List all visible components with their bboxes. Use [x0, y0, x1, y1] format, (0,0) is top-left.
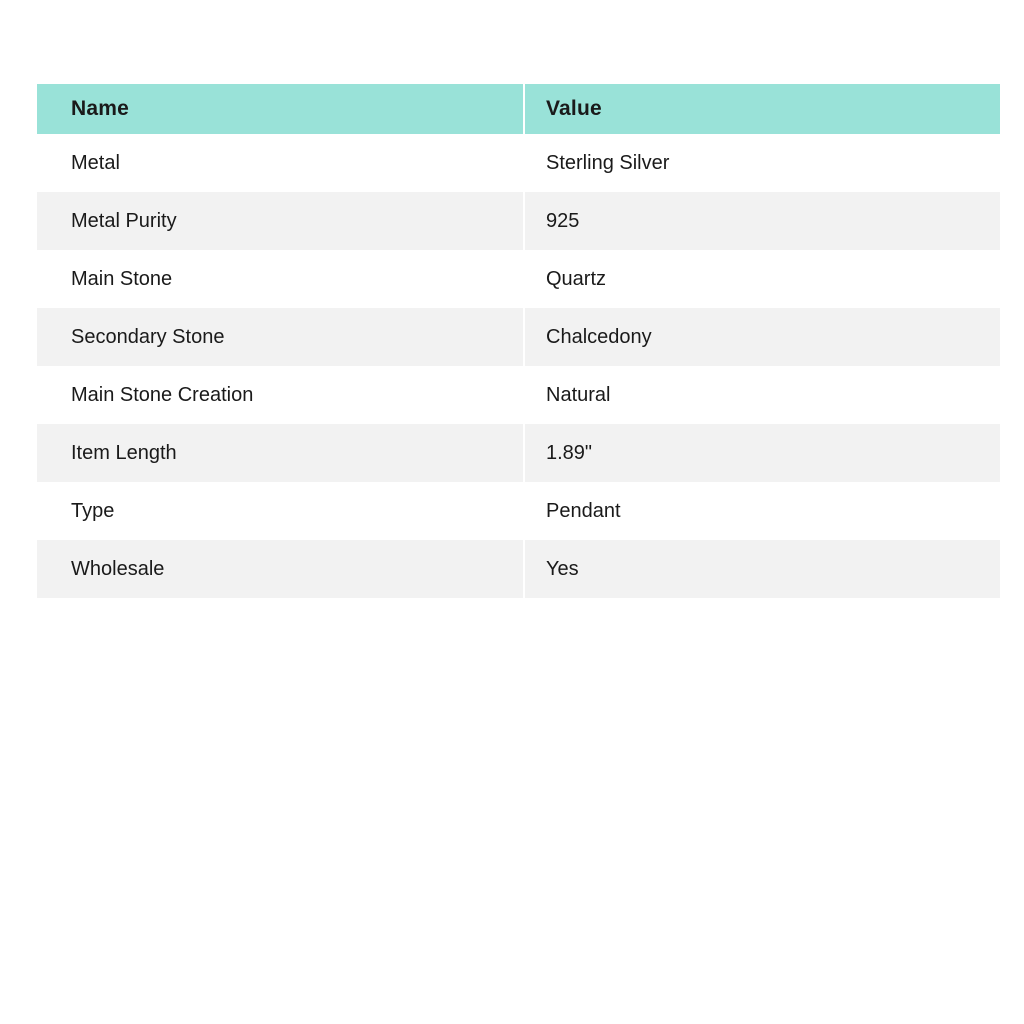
table-row — [37, 366, 1000, 424]
column-header-name: Name — [37, 84, 524, 134]
table-row — [37, 192, 1000, 250]
spec-table — [37, 84, 1000, 598]
spec-name-cell: Secondary Stone — [37, 308, 524, 366]
column-header-value: Value — [524, 84, 1000, 134]
table-header-row — [37, 84, 1000, 134]
spec-name-cell: Metal — [37, 134, 524, 192]
spec-name-cell: Metal Purity — [37, 192, 524, 250]
spec-value-cell: Chalcedony — [524, 308, 1000, 366]
spec-name-cell: Item Length — [37, 424, 524, 482]
spec-value-cell: 925 — [524, 192, 1000, 250]
table-row — [37, 482, 1000, 540]
table-row — [37, 134, 1000, 192]
spec-name-cell: Main Stone — [37, 250, 524, 308]
table-row — [37, 424, 1000, 482]
spec-name-cell: Main Stone Creation — [37, 366, 524, 424]
spec-value-cell: Natural — [524, 366, 1000, 424]
spec-value-cell: Yes — [524, 540, 1000, 598]
spec-name-cell: Type — [37, 482, 524, 540]
spec-value-cell: Sterling Silver — [524, 134, 1000, 192]
spec-value-cell: Quartz — [524, 250, 1000, 308]
table-row — [37, 540, 1000, 598]
spec-name-cell: Wholesale — [37, 540, 524, 598]
spec-value-cell: 1.89" — [524, 424, 1000, 482]
table-row — [37, 250, 1000, 308]
table-row — [37, 308, 1000, 366]
spec-value-cell: Pendant — [524, 482, 1000, 540]
